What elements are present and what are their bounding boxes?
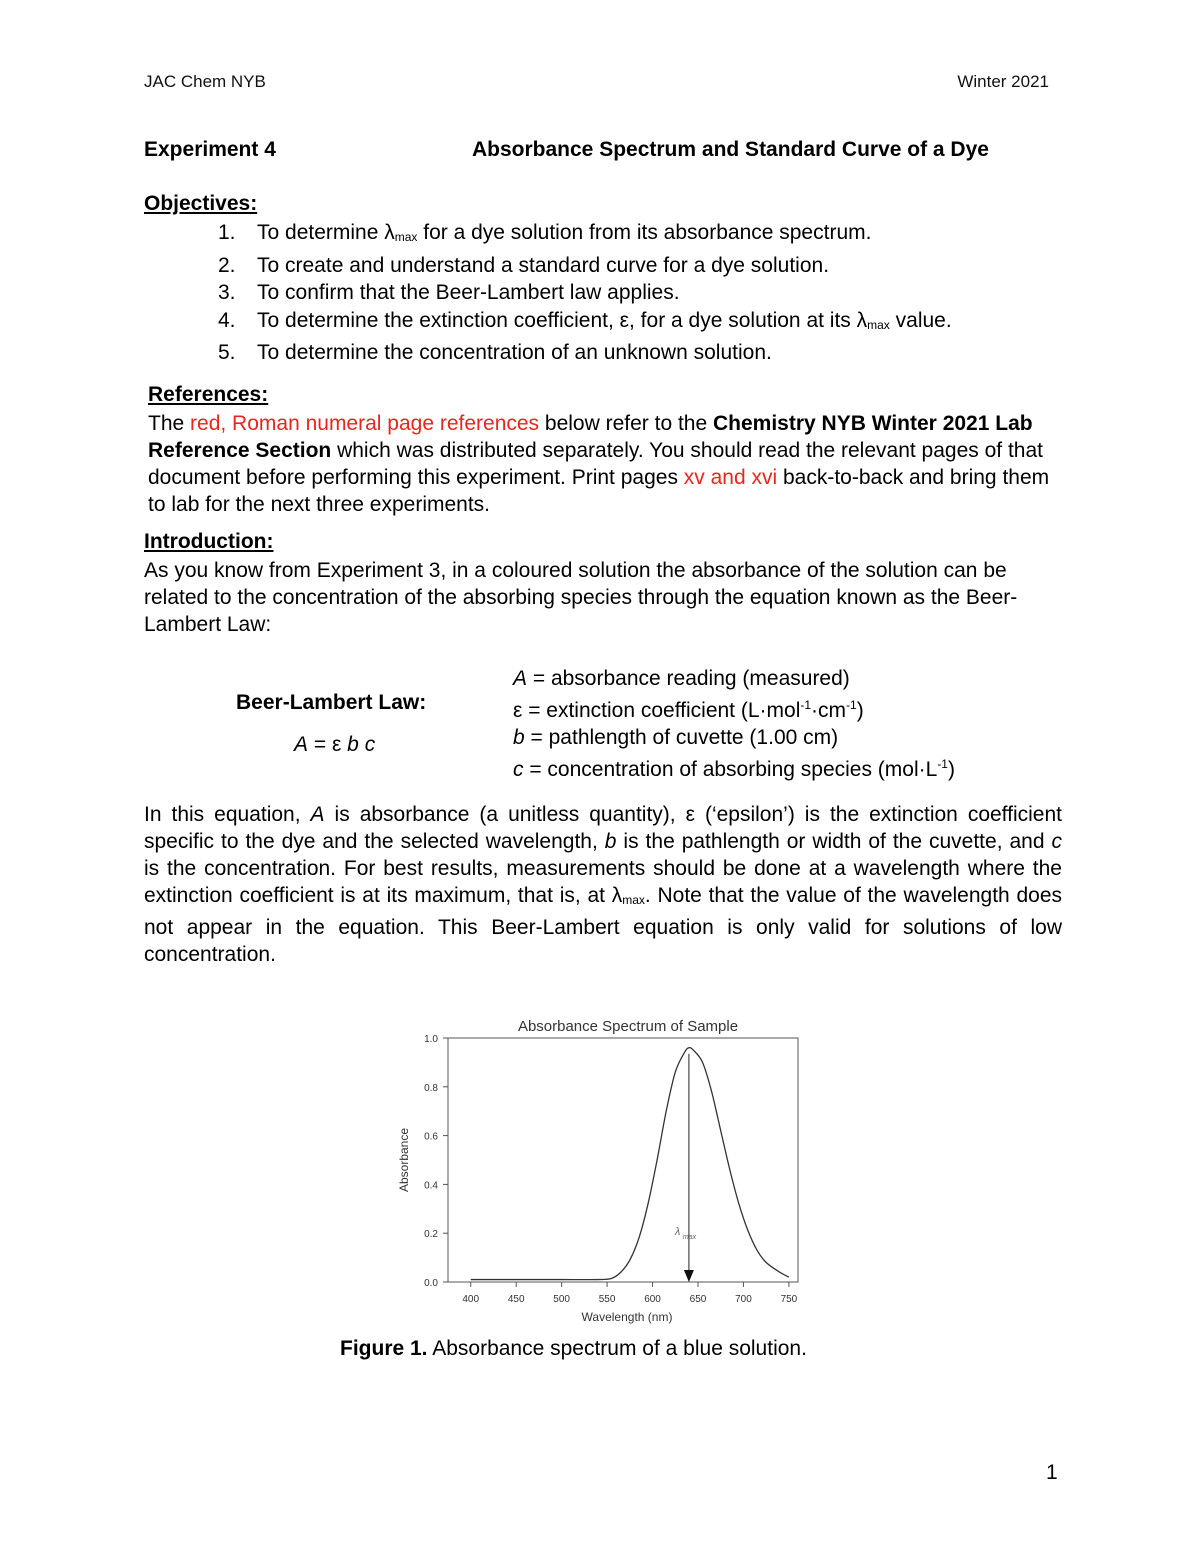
y-axis [424, 1034, 448, 1289]
x-axis-label: Wavelength (nm) [581, 1310, 673, 1324]
x-tick-label: 700 [735, 1294, 752, 1305]
objective-item: 1. To determine λmax for a dye solution from its absorbance spectrum. [218, 221, 872, 244]
x-tick-label: 600 [644, 1294, 661, 1305]
x-tick-label: 400 [462, 1294, 480, 1305]
y-tick-label: 1.0 [424, 1034, 438, 1045]
x-tick-label: 450 [507, 1294, 525, 1305]
chart-title: Absorbance Spectrum of Sample [517, 1018, 739, 1035]
references-paragraph: The red, Roman numeral page references below refer to the Chemistry NYB Winter 2021 Lab Reference Section which was distributed separately. You should read the relevant pages of that document before performing this experiment. Print pages xv and xvi back-to-back and bring them to lab for the next three experiments. [148, 412, 1050, 516]
introduction-paragraph: As you know from Experiment 3, in a coloured solution the absorbance of the solution can be related to the concentration of the absorbing species through the equation known as the Beer-Lambert Law: [144, 559, 1018, 636]
header-right: Winter 2021 [957, 72, 1049, 91]
beer-lambert-equation: A = ε b c [294, 733, 376, 756]
y-tick-label: 0.6 [424, 1131, 438, 1143]
beer-lambert-label: Beer-Lambert Law: [236, 691, 427, 714]
x-tick-label: 500 [553, 1294, 570, 1305]
red-reference-text: red, Roman numeral page references [190, 412, 540, 435]
x-tick-label: 550 [598, 1294, 616, 1305]
red-page-reference: xv and xvi [683, 466, 778, 489]
x-axis [462, 1282, 797, 1305]
experiment-number: Experiment 4 [144, 138, 276, 161]
lambda-max-label: λ [674, 1226, 681, 1239]
page-number: 1 [1046, 1461, 1058, 1484]
y-tick-label: 0.8 [424, 1082, 438, 1094]
y-tick-label: 0.0 [424, 1278, 438, 1289]
plot-frame [448, 1038, 798, 1282]
definition-absorbance: A = absorbance reading (measured) [513, 667, 850, 690]
objective-item: 2. To create and understand a standard curve for a dye solution. [218, 253, 830, 277]
lambda-max-subscript: max [682, 1234, 697, 1242]
objective-item: 3. To confirm that the Beer-Lambert law applies. [218, 281, 680, 304]
definition-extinction: ε = extinction coefficient $(L\cdot mol^{-1}\cdot cm^{-1})$ [513, 698, 864, 722]
definition-pathlength: b = pathlength of cuvette (1.00 cm) [513, 726, 839, 749]
references-heading: References: [148, 383, 269, 406]
figure-caption: Figure 1. Absorbance spectrum of a blue solution. [340, 1337, 807, 1360]
definition-concentration: c = concentration of absorbing species $(mol\cdot L^{-1})$ [513, 757, 955, 781]
explanation-paragraph: In this equation, A is absorbance (a unitless quantity), ε (‘epsilon’) is the extinction coefficient specific to the dye and the selected wavelength, b is the pathlength or width of the cuvette, and c is the concentration. For best results, measurements should be done at a wavelength where the extinction coefficient is at its maximum, that is, at λmax. Note that the value of the wavelength does not appear in the equation. This Beer-Lambert equation is only valid for solutions of low concentration. [144, 803, 1062, 966]
variable-definitions [513, 665, 1053, 783]
experiment-title: Absorbance Spectrum and Standard Curve of a Dye [472, 138, 989, 161]
y-tick-label: 0.4 [424, 1180, 438, 1192]
objective-item: 5. To determine the concentration of an unknown solution. [218, 341, 772, 364]
y-axis-label: Absorbance [397, 1127, 411, 1193]
x-tick-label: 650 [689, 1294, 707, 1305]
objectives-heading: Objectives: [144, 192, 258, 215]
spectrum-curve [471, 1048, 789, 1280]
absorbance-spectrum-chart [380, 1010, 800, 1330]
objectives-list [218, 219, 1078, 367]
lambda-max-arrowhead [684, 1270, 694, 1282]
introduction-heading: Introduction: [144, 530, 274, 553]
objective-item: 4. To determine the extinction coefficient, ε, for a dye solution at its λmax value. [218, 308, 952, 332]
x-tick-label: 750 [780, 1294, 798, 1305]
lambda-max-annotation [674, 1054, 697, 1282]
header-left: JAC Chem NYB [144, 72, 266, 91]
y-tick-label: 0.2 [424, 1229, 438, 1241]
